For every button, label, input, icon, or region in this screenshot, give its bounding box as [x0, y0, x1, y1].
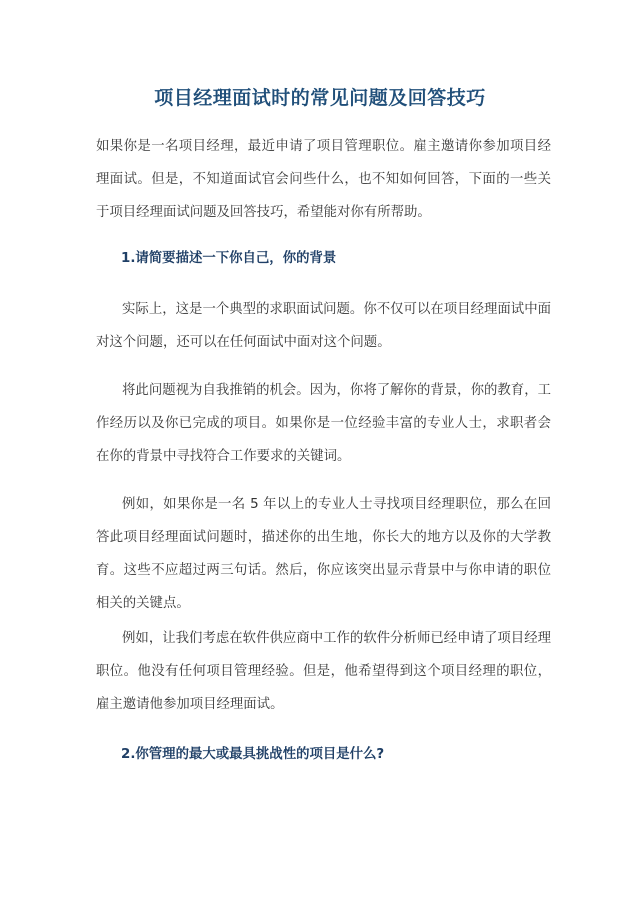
answer-paragraph-4: 例如，让我们考虑在软件供应商中工作的软件分析师已经申请了项目经理职位。他没有任何项目管理经验。但是，他希望得到这个项目经理的职位，雇主邀请他参加项目经理面试。	[96, 631, 551, 712]
answer-paragraph-1: 实际上，这是一个典型的求职面试问题。你不仅可以在项目经理面试中面对这个问题，还可以在任何面试中面对这个问题。	[96, 302, 551, 350]
document-title: 项目经理面试时的常见问题及回答技巧	[154, 87, 486, 109]
answer-paragraph-3: 例如，如果你是一名 5 年以上的专业人士寻找项目经理职位，那么在回答此项目经理面试问题时，描述你的出生地，你长大的地方以及你的大学教育。这些不应超过两三句话。然后，你应该突出显示背景中与你申请的职位相关的关键点。	[96, 497, 551, 611]
intro-paragraph: 如果你是一名项目经理，最近申请了项目管理职位。雇主邀请你参加项目经理面试。但是，不知道面试官会问些什么，也不知如何回答，下面的一些关于项目经理面试问题及回答技巧，希望能对你有所帮助。	[96, 139, 551, 220]
question-1-heading: 1.请简要描述一下你自己，你的背景	[121, 251, 337, 266]
answer-paragraph-2: 将此问题视为自我推销的机会。因为，你将了解你的背景，你的教育，工作经历以及你已完成的项目。如果你是一位经验丰富的专业人士，求职者会在你的背景中寻找符合工作要求的关键词。	[96, 383, 551, 464]
question-2-heading: 2.你管理的最大或最具挑战性的项目是什么?	[121, 747, 385, 762]
